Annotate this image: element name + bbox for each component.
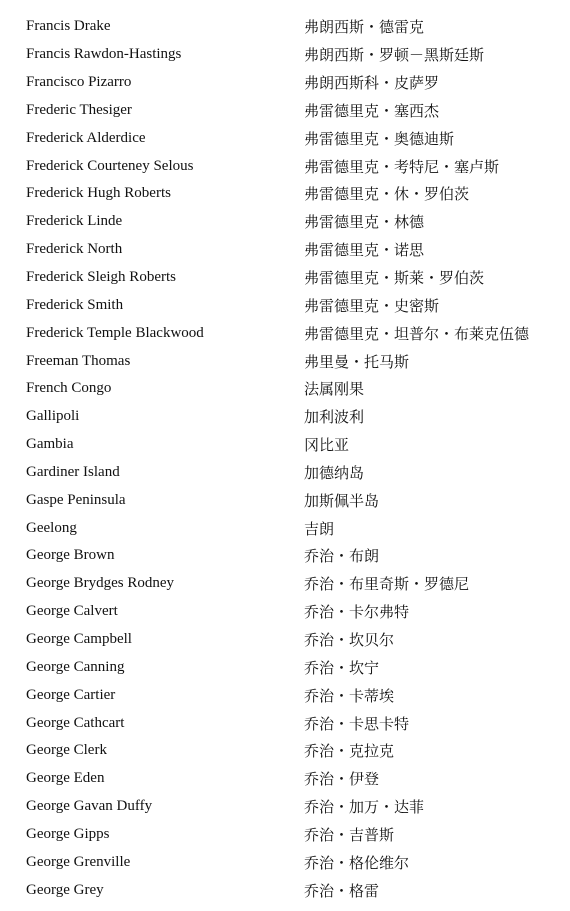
- glossary-row: [0, 514, 570, 542]
- english-term: Gallipoli: [26, 408, 80, 425]
- glossary-list: [0, 13, 570, 904]
- glossary-row: [0, 69, 570, 97]
- english-term: Gardiner Island: [26, 463, 120, 480]
- glossary-row: [0, 598, 570, 626]
- glossary-row: [0, 264, 570, 292]
- glossary-row: [0, 13, 570, 41]
- english-term: Frederick Smith: [26, 296, 124, 313]
- chinese-translation: 乔治・加万・达菲: [304, 798, 425, 817]
- glossary-row: [0, 793, 570, 821]
- chinese-translation: 乔治・卡蒂埃: [304, 686, 395, 705]
- chinese-translation: 乔治・格雷: [304, 881, 380, 900]
- chinese-translation: 加斯佩半岛: [304, 491, 380, 510]
- english-term: George Canning: [26, 658, 125, 675]
- glossary-row: [0, 653, 570, 681]
- chinese-translation: 弗朗西斯・德雷克: [304, 18, 425, 37]
- chinese-translation: 乔治・布里奇斯・罗德尼: [304, 575, 470, 594]
- glossary-row: [0, 681, 570, 709]
- chinese-translation: 吉朗: [304, 519, 335, 538]
- chinese-translation: 弗朗西斯・罗顿－黑斯廷斯: [304, 46, 485, 65]
- english-term: Frederick Temple Blackwood: [26, 324, 204, 341]
- chinese-translation: 乔治・卡思卡特: [304, 714, 410, 733]
- glossary-row: [0, 319, 570, 347]
- chinese-translation: 乔治・坎贝尔: [304, 630, 395, 649]
- english-term: Frederick Courteney Selous: [26, 157, 194, 174]
- chinese-translation: 弗雷德里克・史密斯: [304, 296, 440, 315]
- chinese-translation: 乔治・布朗: [304, 547, 380, 566]
- chinese-translation: 弗朗西斯科・皮萨罗: [304, 74, 440, 93]
- glossary-row: [0, 459, 570, 487]
- chinese-translation: 弗雷德里克・坦普尔・布莱克伍德: [304, 324, 530, 343]
- chinese-translation: 加德纳岛: [304, 463, 365, 482]
- glossary-row: [0, 431, 570, 459]
- glossary-row: [0, 709, 570, 737]
- chinese-translation: 弗雷德里克・塞西杰: [304, 101, 440, 120]
- chinese-translation: 乔治・吉普斯: [304, 825, 395, 844]
- english-term: Francis Drake: [26, 18, 111, 35]
- english-term: George Cathcart: [26, 714, 125, 731]
- english-term: Freeman Thomas: [26, 352, 131, 369]
- glossary-row: [0, 876, 570, 904]
- english-term: George Eden: [26, 770, 105, 787]
- glossary-row: [0, 347, 570, 375]
- english-term: George Grey: [26, 881, 104, 898]
- glossary-row: [0, 820, 570, 848]
- english-term: Frederick Sleigh Roberts: [26, 269, 176, 286]
- chinese-translation: 弗里曼・托马斯: [304, 352, 410, 371]
- english-term: Frederick Alderdice: [26, 129, 146, 146]
- english-term: Frederick Hugh Roberts: [26, 185, 171, 202]
- chinese-translation: 弗雷德里克・诺思: [304, 241, 425, 260]
- chinese-translation: 冈比亚: [304, 436, 350, 455]
- english-term: George Brown: [26, 547, 115, 564]
- chinese-translation: 乔治・格伦维尔: [304, 853, 410, 872]
- glossary-row: [0, 403, 570, 431]
- chinese-translation: 加利波利: [304, 408, 365, 427]
- glossary-row: [0, 375, 570, 403]
- glossary-row: [0, 124, 570, 152]
- glossary-row: [0, 848, 570, 876]
- glossary-row: [0, 737, 570, 765]
- english-term: George Calvert: [26, 603, 118, 620]
- english-term: Gambia: [26, 436, 74, 453]
- glossary-row: [0, 626, 570, 654]
- glossary-row: [0, 291, 570, 319]
- english-term: George Grenville: [26, 853, 131, 870]
- chinese-translation: 弗雷德里克・奥德迪斯: [304, 129, 455, 148]
- glossary-row: [0, 765, 570, 793]
- english-term: Frederic Thesiger: [26, 101, 132, 118]
- glossary-row: [0, 542, 570, 570]
- english-term: Geelong: [26, 519, 77, 536]
- glossary-row: [0, 236, 570, 264]
- chinese-translation: 乔治・卡尔弗特: [304, 603, 410, 622]
- english-term: George Gavan Duffy: [26, 798, 153, 815]
- chinese-translation: 乔治・克拉克: [304, 742, 395, 761]
- chinese-translation: 弗雷德里克・考特尼・塞卢斯: [304, 157, 500, 176]
- english-term: George Campbell: [26, 630, 132, 647]
- chinese-translation: 弗雷德里克・林德: [304, 213, 425, 232]
- glossary-row: [0, 486, 570, 514]
- glossary-row: [0, 208, 570, 236]
- english-term: George Cartier: [26, 686, 116, 703]
- chinese-translation: 乔治・坎宁: [304, 658, 380, 677]
- chinese-translation: 法属刚果: [304, 380, 365, 399]
- english-term: George Brydges Rodney: [26, 575, 175, 592]
- glossary-row: [0, 41, 570, 69]
- glossary-row: [0, 97, 570, 125]
- glossary-row: [0, 570, 570, 598]
- glossary-row: [0, 152, 570, 180]
- chinese-translation: 弗雷德里克・休・罗伯茨: [304, 185, 470, 204]
- english-term: Frederick Linde: [26, 213, 123, 230]
- glossary-row: [0, 180, 570, 208]
- chinese-translation: 乔治・伊登: [304, 770, 380, 789]
- english-term: French Congo: [26, 380, 112, 397]
- chinese-translation: 弗雷德里克・斯莱・罗伯茨: [304, 269, 485, 288]
- english-term: Francisco Pizarro: [26, 74, 132, 91]
- english-term: Frederick North: [26, 241, 123, 258]
- english-term: George Clerk: [26, 742, 107, 759]
- english-term: Gaspe Peninsula: [26, 491, 126, 508]
- english-term: Francis Rawdon-Hastings: [26, 46, 182, 63]
- english-term: George Gipps: [26, 825, 110, 842]
